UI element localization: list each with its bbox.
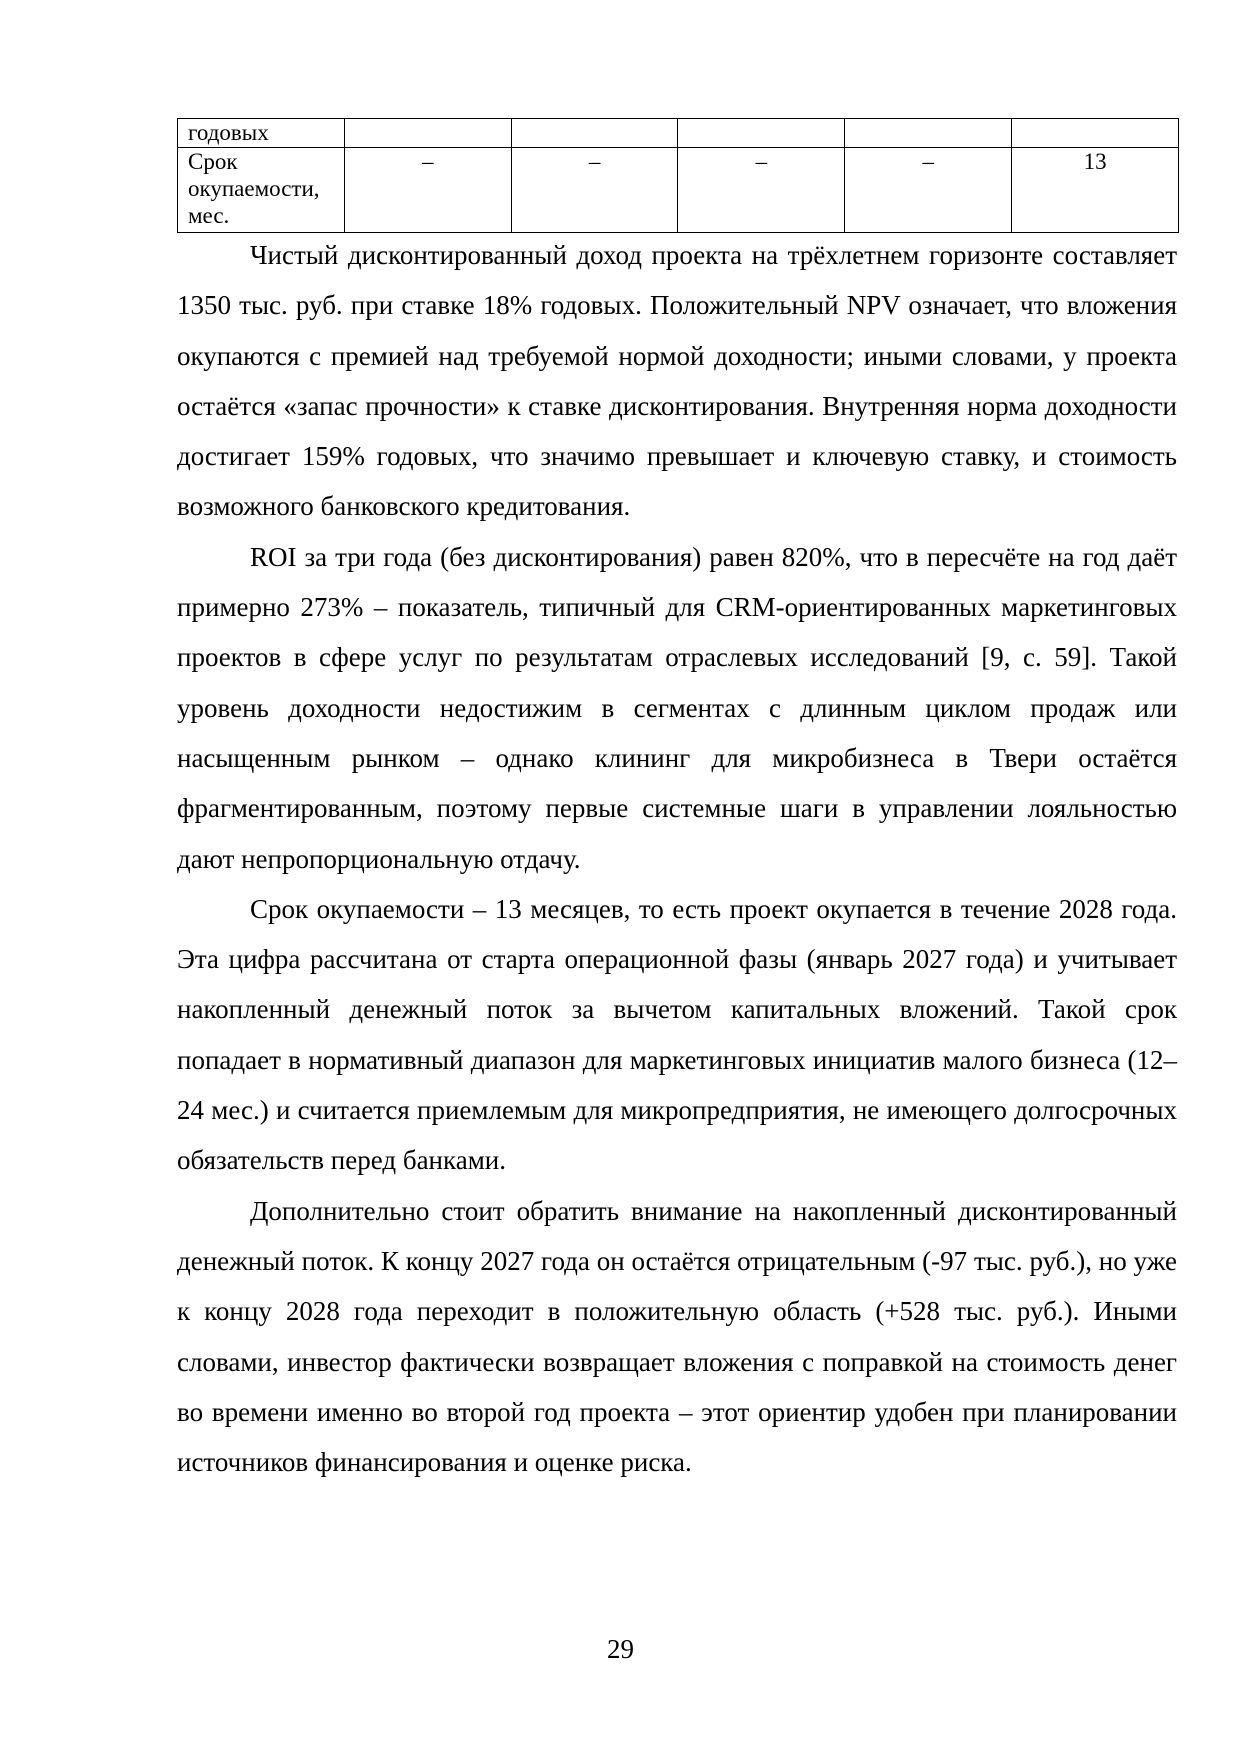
table-cell: –	[344, 148, 511, 233]
table-cell	[511, 119, 678, 148]
table-cell	[678, 119, 845, 148]
table-cell	[845, 119, 1012, 148]
body-text	[177, 230, 1177, 1487]
table-cell: –	[845, 148, 1012, 233]
paragraph-payback: Срок окупаемости – 13 месяцев, то есть проект окупается в течение 2028 года. Эта цифра рассчитана от старта операционной фазы (январь 2027 года) и учитывает накопленный денежный поток за вычетом капитальных вложений. Такой срок попадает в нормативный диапазон для маркетинговых инициатив малого бизнеса (12–24 мес.) и считается приемлемым для микропредприятия, не имеющего долгосрочных обязательств перед банками.	[177, 893, 1177, 1176]
table-row-label: годовых	[178, 119, 345, 148]
table-row	[178, 148, 1179, 233]
table-cell: –	[511, 148, 678, 233]
paragraph-discounted-cash-flow: Дополнительно стоит обратить внимание на накопленный дисконтированный денежный поток. К концу 2027 года он остаётся отрицательным (-97 тыс. руб.), но уже к концу 2028 года переходит в положительную область (+528 тыс. руб.). Иными словами, инвестор фактически возвращает вложения с поправкой на стоимость денег во времени именно во второй год проекта – этот ориентир удобен при планировании источников финансирования и оценке риска.	[177, 1195, 1177, 1478]
table-cell: 13	[1012, 148, 1179, 233]
paragraph-npv: Чистый дисконтированный доход проекта на трёхлетнем горизонте составляет 1350 тыс. руб. при ставке 18% годовых. Положительный NPV означает, что вложения окупаются с премией над требуемой нормой доходности; иными словами, у проекта остаётся «запас прочности» к ставке дисконтирования. Внутренняя норма доходности достигает 159% годовых, что значимо превышает и ключевую ставку, и стоимость возможного банковского кредитования.	[177, 240, 1177, 522]
financial-results-table	[177, 118, 1179, 233]
paragraph-roi: ROI за три года (без дисконтирования) равен 820%, что в пересчёте на год даёт примерно 273% – показатель, типичный для CRM-ориентированных маркетинговых проектов в сфере услуг по результатам отраслевых исследований [9, с. 59]. Такой уровень доходности недостижим в сегментах с длинным циклом продаж или насыщенным рынком – однако клининг для микробизнеса в Твери остаётся фрагментированным, поэтому первые системные шаги в управлении лояльностью дают непропорциональную отдачу.	[177, 541, 1177, 874]
table-cell	[1012, 119, 1179, 148]
table-row	[178, 119, 1179, 148]
table-cell: –	[678, 148, 845, 233]
page-number: 29	[607, 1634, 634, 1664]
table-row-label: Срок окупаемости, мес.	[178, 148, 345, 233]
table-cell	[344, 119, 511, 148]
